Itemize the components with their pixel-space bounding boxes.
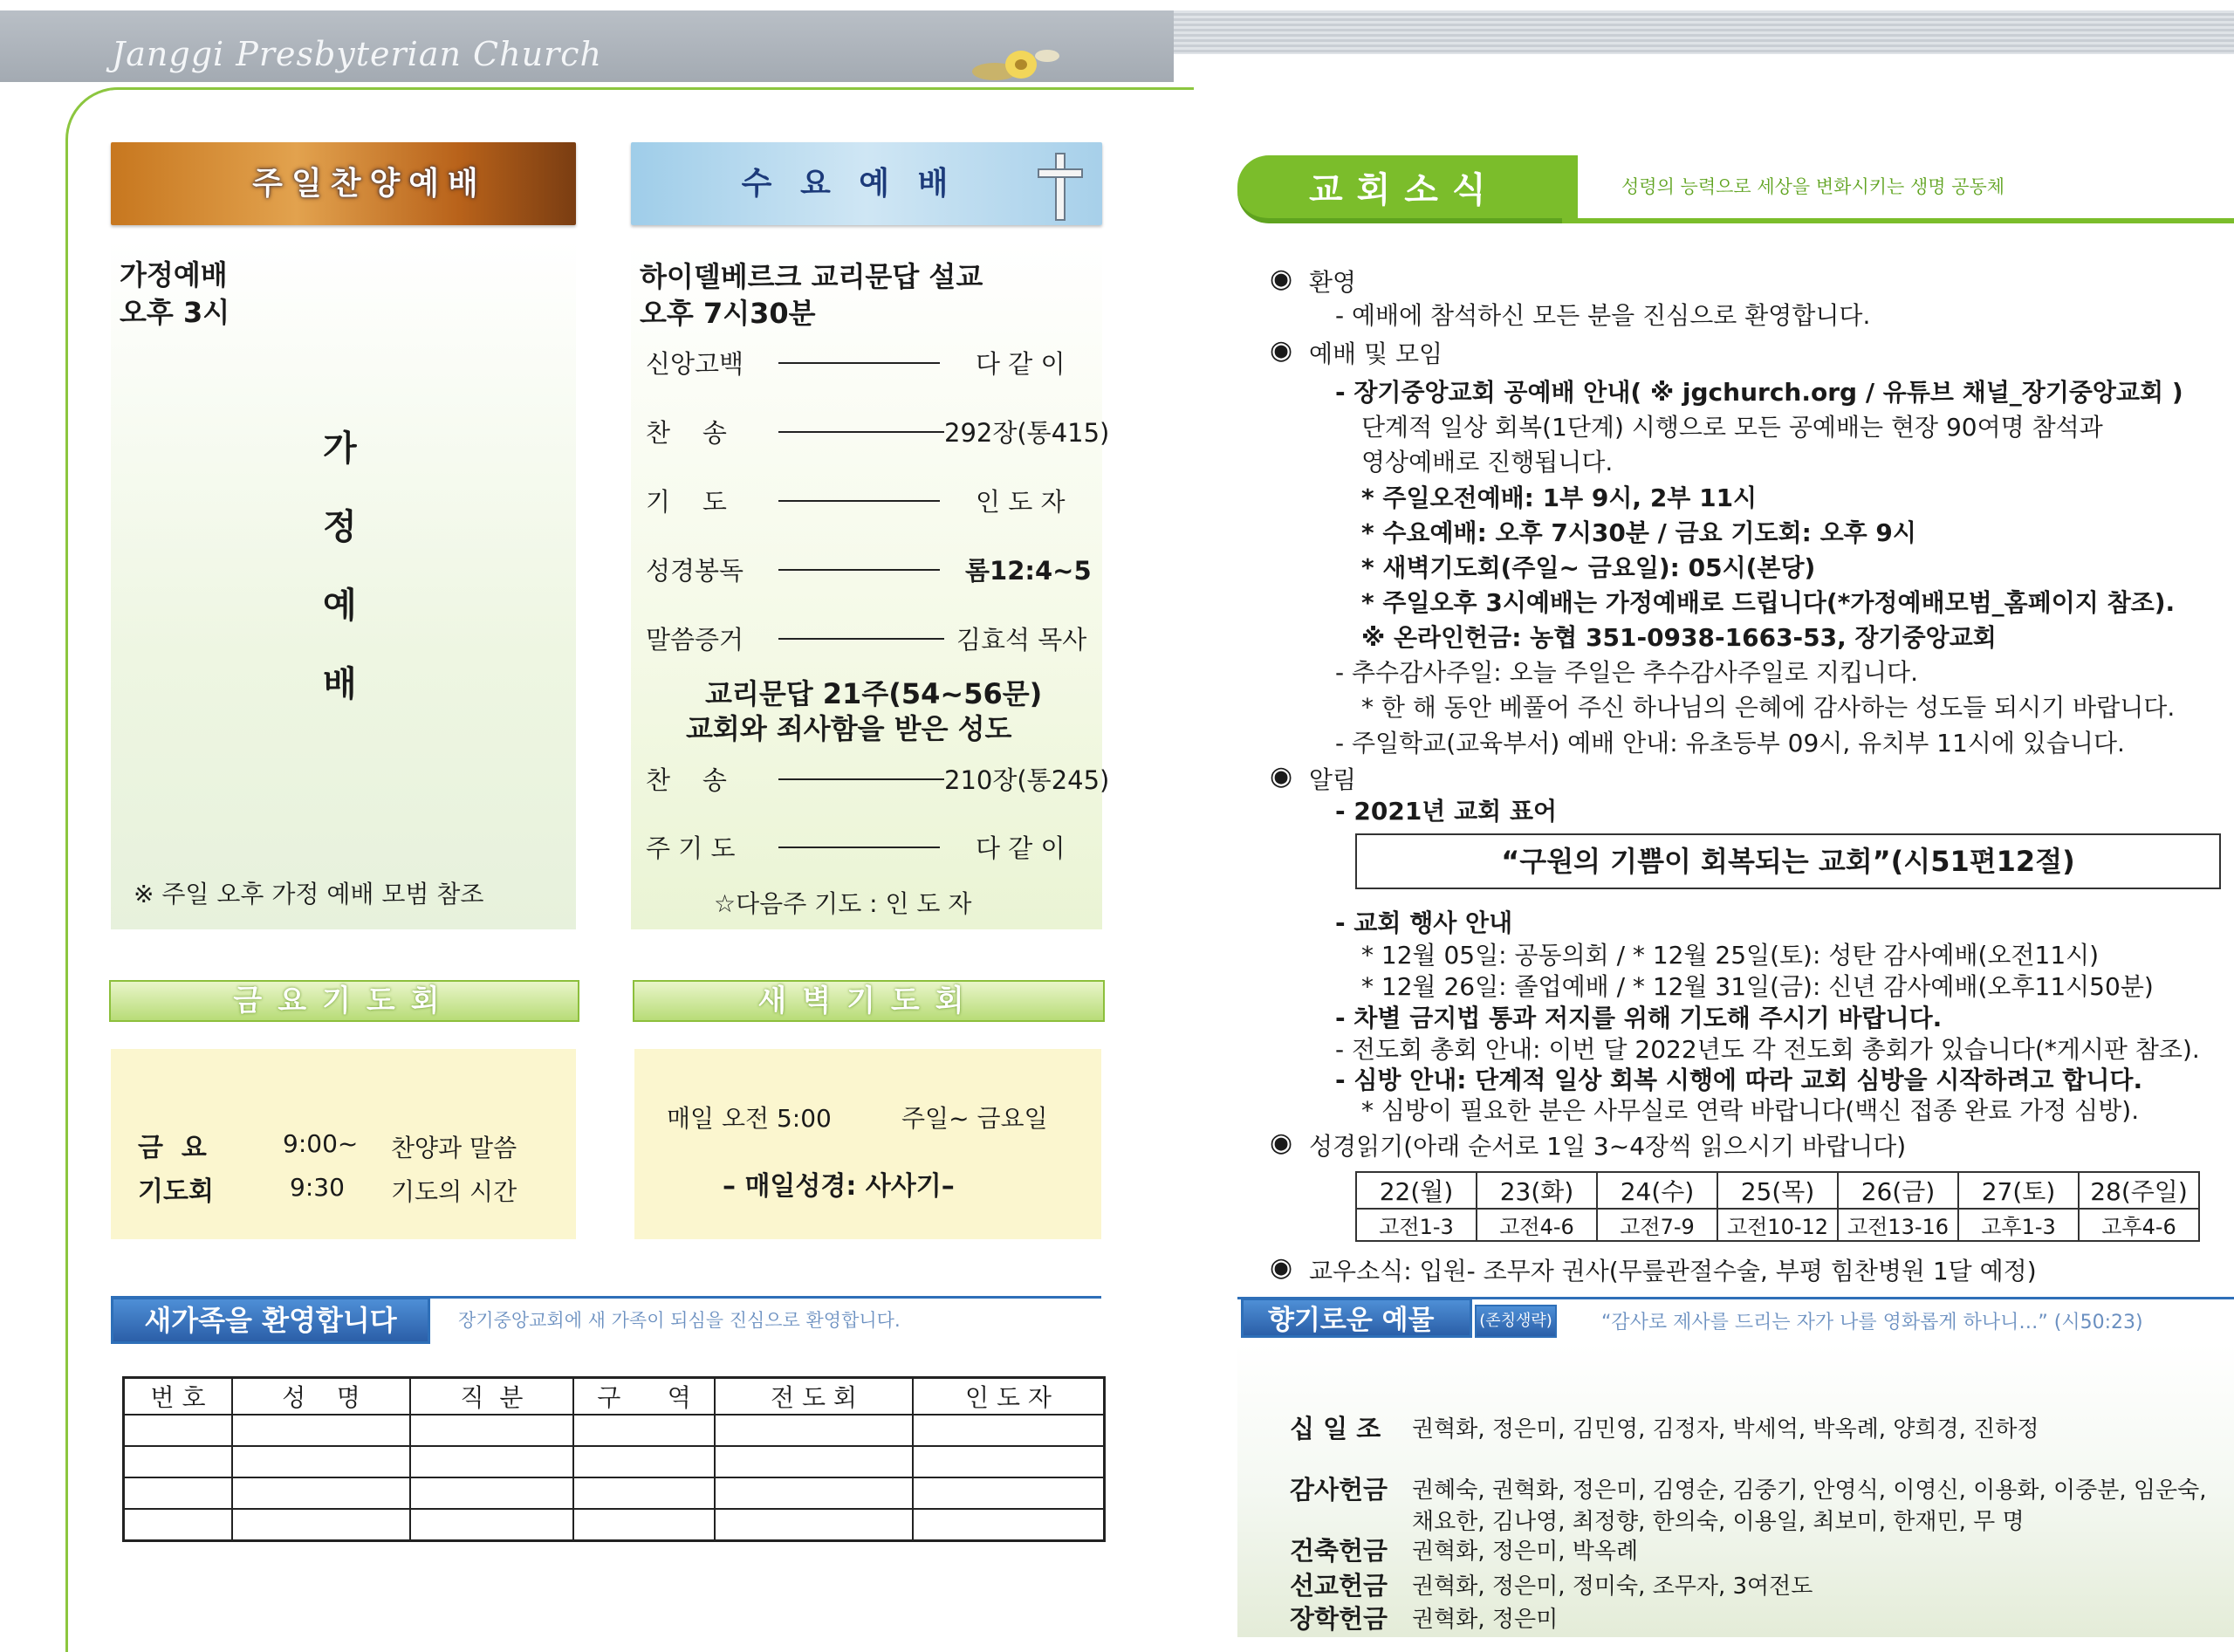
bible-day: 24(수)	[1597, 1172, 1717, 1209]
sunday-service-name: 가정예배	[120, 258, 228, 291]
col-name: 성 명	[232, 1378, 410, 1416]
bullet-icon: ◉	[1270, 264, 1293, 294]
table-row	[124, 1509, 1105, 1541]
bible-day: 27(토)	[1958, 1172, 2079, 1209]
flower-icon	[969, 38, 1065, 91]
vertical-char-3: 예	[323, 586, 357, 626]
offering-header: 향기로운 예물	[1241, 1298, 1472, 1338]
bible-day: 22(월)	[1356, 1172, 1477, 1209]
order-row-hymn-1	[646, 414, 1110, 449]
notice-events: - 교회 행사 안내	[1335, 908, 1513, 937]
order-dash	[778, 500, 940, 502]
offering-names-tithe: 권혁화, 정은미, 김민영, 김정자, 박세억, 박옥례, 양희경, 진하정	[1412, 1416, 2039, 1443]
worship-notice-1f: * 새벽기도회(주일~ 금요일): 05시(본당)	[1361, 553, 1816, 582]
worship-notice-1h: ※ 온라인헌금: 농협 351-0938-1663-53, 장기중앙교회	[1361, 623, 1997, 652]
new-family-header: 새가족을 환영합니다	[111, 1297, 430, 1344]
offering-names-mission: 권혁화, 정은미, 정미숙, 조무자, 3여전도	[1412, 1573, 1813, 1600]
col-mission-group: 전 도 회	[715, 1378, 913, 1416]
order-dash	[778, 569, 940, 571]
friday-time-2: 9:30	[290, 1173, 345, 1202]
order-row-lords-prayer	[646, 829, 1100, 864]
order-row-hymn-2	[646, 761, 1110, 796]
notice-event-2: * 12월 26일: 졸업예배 / * 12월 31일(금): 신년 감사예배(오후11시50분)	[1361, 972, 2154, 1001]
vertical-char-2: 정	[323, 507, 357, 547]
order-label: 신앙고백	[646, 349, 744, 379]
order-value: 210장(통245)	[944, 765, 1110, 795]
bible-reading-head: 성경읽기(아래 순서로 1일 3~4장씩 읽으시기 바랍니다)	[1309, 1132, 1907, 1161]
offering-names-scholarship: 권혁화, 정은미	[1412, 1607, 1559, 1633]
order-value: 292장(통415)	[944, 418, 1110, 448]
bible-passage: 고전10-12	[1717, 1209, 1838, 1241]
offering-label-scholarship: 장학헌금	[1290, 1604, 1388, 1634]
church-name: Janggi Presbyterian Church	[112, 35, 602, 73]
sunday-note: ※ 주일 오후 가정 예배 모범 참조	[134, 880, 484, 908]
member-news: 교우소식: 입원- 조무자 권사(무릎관절수술, 부평 힘찬병원 1달 예정)	[1309, 1257, 2037, 1285]
vertical-char-1: 가	[323, 428, 357, 469]
wednesday-worship-title: 수 요 예 배	[741, 166, 957, 202]
bible-day: 25(목)	[1717, 1172, 1838, 1209]
dawn-days: 주일~ 금요일	[901, 1104, 1048, 1133]
next-week-prayer: ☆다음주 기도 : 인 도 자	[714, 889, 972, 918]
order-value: 김효석 목사	[956, 625, 1087, 655]
order-row-prayer	[646, 483, 1100, 518]
bible-passage: 고후4-6	[2079, 1209, 2199, 1241]
new-family-subtitle: 장기중앙교회에 새 가족이 되심을 진심으로 환영합니다.	[458, 1310, 901, 1331]
order-label: 찬 송	[646, 765, 727, 795]
dawn-prayer-header: 새벽기도회	[633, 980, 1105, 1022]
bullet-icon: ◉	[1270, 1252, 1293, 1283]
bible-day: 28(주일)	[2079, 1172, 2199, 1209]
cross-icon	[1030, 148, 1091, 223]
welcome-head: 환영	[1309, 268, 1357, 297]
notice-motto-label: - 2021년 교회 표어	[1335, 797, 1558, 826]
col-position: 직 분	[410, 1378, 573, 1416]
order-row-confession	[646, 345, 1100, 380]
worship-notice-3: - 주일학교(교육부서) 예배 안내: 유초등부 09시, 유치부 11시에 있습니다.	[1335, 729, 2125, 757]
table-row	[1356, 1172, 2199, 1209]
order-dash	[778, 847, 940, 848]
order-label: 찬 송	[646, 418, 727, 448]
dawn-daily-bible: – 매일성경: 사사기–	[723, 1171, 955, 1202]
sermon-title-1: 교리문답 21주(54~56문)	[705, 677, 1043, 710]
top-banner-right	[1174, 10, 2234, 54]
col-number: 번 호	[124, 1378, 233, 1416]
dawn-prayer-panel	[634, 1049, 1101, 1239]
vertical-char-4: 배	[323, 664, 357, 704]
offering-names-thanks: 권혜숙, 권혁화, 정은미, 김영순, 김중기, 안영식, 이영신, 이용화, 이중분, 임운숙,	[1412, 1477, 2207, 1504]
table-row	[124, 1477, 1105, 1509]
order-label: 성경봉독	[646, 556, 744, 586]
notice-event-1: * 12월 05일: 공동의회 / * 12월 25일(토): 성탄 감사예배(오전11시)	[1361, 941, 2100, 970]
sermon-title-2: 교회와 죄사함을 받은 성도	[686, 712, 1012, 745]
order-dash	[778, 431, 944, 433]
order-dash	[778, 362, 940, 364]
wednesday-time: 오후 7시30분	[640, 297, 816, 330]
offering-names-thanks-2: 채요한, 김나영, 최정향, 한의숙, 이용일, 최보미, 한재민, 무 명	[1412, 1509, 2025, 1535]
bible-day: 23(화)	[1477, 1172, 1597, 1209]
sunday-service-time: 오후 3시	[120, 296, 230, 329]
dawn-time: 매일 오전 5:00	[667, 1104, 832, 1133]
order-row-sermon	[646, 620, 1100, 655]
worship-notice-1b: 단계적 일상 회복(1단계) 시행으로 모든 공예배는 현장 90여명 참석과	[1361, 413, 2103, 442]
col-district: 구 역	[573, 1378, 715, 1416]
order-dash	[778, 778, 944, 780]
bible-passage: 고전4-6	[1477, 1209, 1597, 1241]
church-news-title: 교회소식	[1309, 170, 1500, 210]
offering-label-mission: 선교헌금	[1290, 1571, 1388, 1601]
offering-label-building: 건축헌금	[1290, 1536, 1388, 1566]
welcome-text: - 예배에 참석하신 모든 분을 진심으로 환영합니다.	[1335, 301, 1871, 330]
offering-label-tithe: 십 일 조	[1290, 1414, 1381, 1443]
church-news-subtitle: 성령의 능력으로 세상을 변화시키는 생명 공동체	[1621, 176, 2005, 197]
friday-label-1: 금 요	[138, 1133, 207, 1163]
order-value: 인 도 자	[976, 487, 1066, 517]
bible-day: 26(금)	[1838, 1172, 1958, 1209]
bible-passage: 고후1-3	[1958, 1209, 2079, 1241]
offering-honorific-tag: (존칭생략)	[1475, 1305, 1557, 1338]
friday-desc-2: 기도의 시간	[391, 1177, 517, 1206]
offering-names-building: 권혁화, 정은미, 박옥례	[1412, 1539, 1639, 1565]
worship-notice-1: - 장기중앙교회 공예배 안내( ※ jgchurch.org / 유튜브 채널_장기중앙교회 )	[1335, 378, 2183, 407]
friday-desc-1: 찬양과 말씀	[391, 1134, 517, 1162]
church-motto: “구원의 기쁨이 회복되는 교회”(시51편12절)	[1355, 833, 2221, 889]
bullet-icon: ◉	[1270, 761, 1293, 792]
notice-head: 알림	[1309, 765, 1357, 794]
notice-prayer: - 차별 금지법 통과 저지를 위해 기도해 주시기 바랍니다.	[1335, 1004, 1943, 1032]
sunday-worship-header	[111, 142, 576, 225]
worship-notice-2b: * 한 해 동안 베풀어 주신 하나님의 은혜에 감사하는 성도들 되시기 바랍니다.	[1361, 693, 2176, 722]
table-header-row	[124, 1378, 1105, 1416]
worship-head: 예배 및 모임	[1309, 339, 1443, 368]
bible-passage: 고전7-9	[1597, 1209, 1717, 1241]
notice-mission-meeting: - 전도회 총회 안내: 이번 달 2022년도 각 전도회 총회가 있습니다(*게시판 참조).	[1335, 1035, 2200, 1064]
table-row	[1356, 1209, 2199, 1241]
new-family-table	[122, 1376, 1106, 1542]
notice-visitation-b: * 심방이 필요한 분은 사무실로 연락 바랍니다(백신 접종 완료 가정 심방).	[1361, 1096, 2140, 1125]
col-guide: 인 도 자	[913, 1378, 1105, 1416]
table-row	[124, 1415, 1105, 1446]
sunday-worship-title: 주일찬양예배	[252, 166, 487, 202]
order-value: 다 같 이	[976, 833, 1066, 863]
friday-time-1: 9:00~	[283, 1129, 359, 1158]
order-label: 기 도	[646, 487, 727, 517]
bible-passage: 고전13-16	[1838, 1209, 1958, 1241]
bible-passage: 고전1-3	[1356, 1209, 1477, 1241]
friday-prayer-header: 금요기도회	[109, 980, 579, 1022]
friday-label-2: 기도회	[138, 1176, 214, 1207]
bible-reading-table	[1355, 1171, 2200, 1242]
order-value: 롬12:4~5	[965, 556, 1092, 586]
worship-notice-2: - 추수감사주일: 오늘 주일은 추수감사주일로 지킵니다.	[1335, 658, 1918, 687]
worship-notice-1d: * 주일오전예배: 1부 9시, 2부 11시	[1361, 483, 1758, 512]
order-value: 다 같 이	[976, 349, 1066, 379]
table-row	[124, 1446, 1105, 1477]
worship-notice-1c: 영상예배로 진행됩니다.	[1361, 448, 1614, 476]
order-label: 말씀증거	[646, 625, 744, 655]
notice-visitation: - 심방 안내: 단계적 일상 회복 시행에 따라 교회 심방을 시작하려고 합니다.	[1335, 1066, 2143, 1094]
worship-notice-1e: * 수요예배: 오후 7시30분 / 금요 기도회: 오후 9시	[1361, 518, 1916, 547]
offering-verse: “감사로 제사를 드리는 자가 나를 영화롭게 하나니…” (시50:23)	[1601, 1312, 2143, 1333]
offering-label-thanks: 감사헌금	[1290, 1475, 1388, 1505]
bullet-icon: ◉	[1270, 1128, 1293, 1158]
order-dash	[778, 638, 944, 640]
order-label: 주 기 도	[646, 833, 736, 863]
wednesday-sermon-line: 하이델베르크 교리문답 설교	[640, 260, 983, 293]
worship-notice-1g: * 주일오후 3시예배는 가정예배로 드립니다(*가정예배모범_홈페이지 참조).	[1361, 588, 2176, 617]
bullet-icon: ◉	[1270, 335, 1293, 366]
order-row-reading	[646, 552, 1100, 586]
